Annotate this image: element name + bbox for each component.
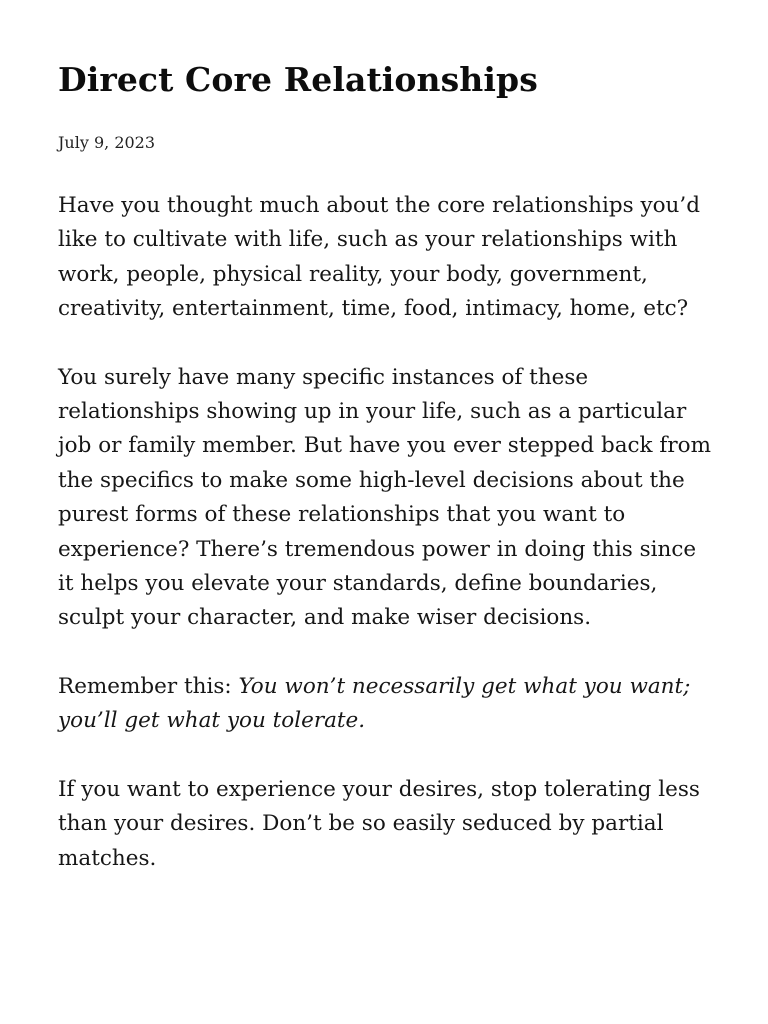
paragraph-3-quote: You won’t necessarily get what you want; you’ll get what you tolerate.: [58, 673, 691, 734]
paragraph-2: You surely have many specific instances of these relationships showing up in your life, such as a particular job or family member. But have you ever stepped back from the specifics to make some high-level decisions about the purest forms of these relationships that you want to experience? There’s tremendous power in doing this since it helps you elevate your standards, define boundaries, sculpt your character, and make wiser decisions.: [58, 364, 711, 631]
publish-date: July 9, 2023: [58, 133, 156, 152]
paragraph-3-lead: Remember this:: [58, 673, 239, 699]
paragraph-4: If you want to experience your desires, stop tolerating less than your desires. Don’t be so easily seduced by partial matches.: [58, 776, 700, 871]
paragraph-3: [58, 670, 712, 739]
paragraph-1: Have you thought much about the core relationships you’d like to cultivate with life, such as your relationships with work, people, physical reality, your body, government, creativity, entertainment, time, food, intimacy, home, etc?: [58, 193, 700, 322]
article-body: [58, 189, 712, 876]
article: [58, 58, 712, 876]
article-title: Direct Core Relationships: [58, 60, 538, 99]
